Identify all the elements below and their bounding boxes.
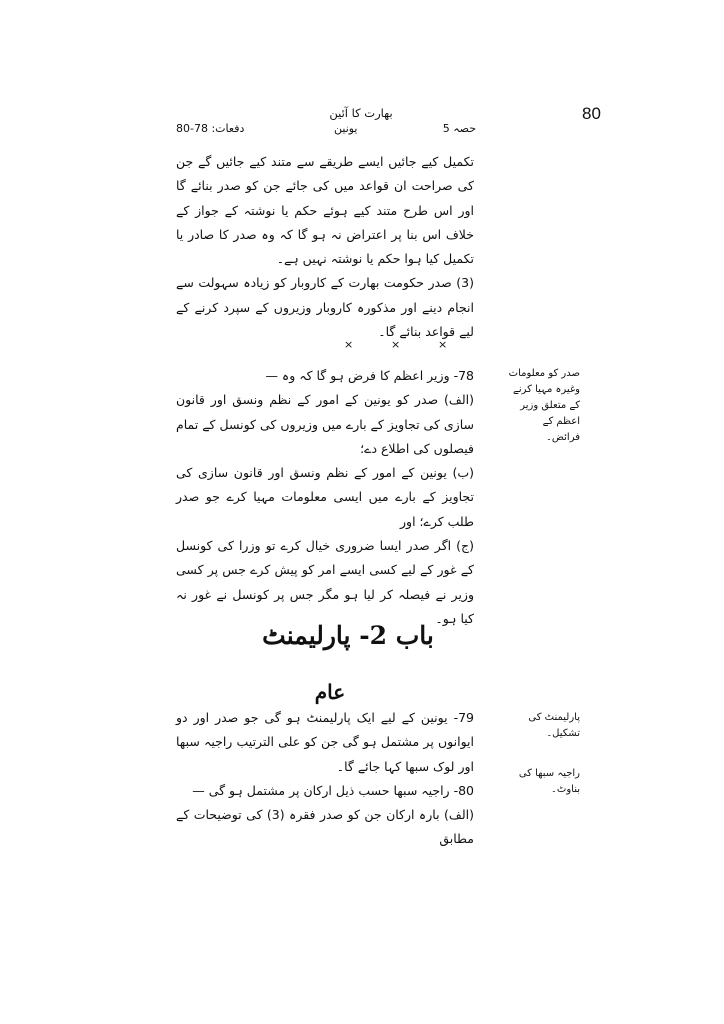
text-block-article-78 [176,364,474,631]
running-title: بھارت کا آئین [329,106,393,120]
separator-mark: × [438,338,448,351]
page-number: 80 [582,104,601,123]
chapter-label: یونین [334,122,358,135]
separator-mark: × [391,338,401,351]
margin-note-article-78: صدر کو معلومات وغیرہ مہیا کرنے کے متعلق وزیر اعظم کے فرائض۔ [508,368,580,443]
paragraph: تکمیل کیے جائیں ایسے طریقے سے متند کیے جائیں گے جن کی صراحت ان قواعد میں کی جائے جن کو صدر بنائے گا اور اس طرح متند کیے ہوئے حکم یا نوشتہ کے جواز کے خلاف اس بنا پر اعتراض نہ ہو گا کہ وہ صدر کا صادر یا تکمیل کیا ہوا حکم یا نوشتہ نہیں ہے۔ [176,154,474,267]
separator-mark: × [344,338,354,351]
paragraph: 79- یونین کے لیے ایک پارلیمنٹ ہو گی جو صدر اور دو ایوانوں پر مشتمل ہو گی جن کو علی الترتیب راجیہ سبھا اور لوک سبھا کہا جائے گا۔ [176,710,474,774]
section-separator [344,338,474,358]
section-heading: عام [314,680,346,704]
text-block-articles-79-80 [176,706,474,852]
part-label: حصہ 5 [442,122,476,135]
paragraph: (ب) یونین کے امور کے نظم ونسق اور قانون سازی کی تجاویز کے بارے میں ایسی معلومات مہیا کرے جو صدر طلب کرے؛ اور [176,465,474,529]
margin-note-article-79: پارلیمنٹ کی تشکیل۔ [528,712,580,739]
paragraph: (ج) اگر صدر ایسا ضروری خیال کرے تو وزرا کی کونسل کے غور کے لیے کسی ایسے امر کو پیش کرے جس پر کسی وزیر نے فیصلہ کر لیا ہو مگر جس پر کونسل نے غور نہ کیا ہو۔ [176,538,474,626]
text-block-authentication [176,150,474,344]
sections-range: دفعات: 78-80 [176,122,245,135]
paragraph: (الف) بارہ ارکان جن کو صدر فقرہ (3) کی توضیحات کے مطابق [176,807,474,847]
paragraph: (3) صدر حکومت بھارت کے کاروبار کو زیادہ سہولت سے انجام دینے اور مذکورہ کاروبار وزیروں کے سپرد کرنے کے لیے قواعد بنائے گا۔ [176,275,474,340]
paragraph: 80- راجیہ سبھا حسب ذیل ارکان پر مشتمل ہو گی — [192,782,474,798]
chapter-heading: باب 2- پارلیمنٹ [262,621,434,650]
margin-note-article-80: راجیہ سبھا کی بناوٹ۔ [518,768,580,795]
page-header [176,122,476,138]
paragraph: (الف) صدر کو یونین کے امور کے نظم ونسق اور قانون سازی کی تجاویز کے بارے میں وزیروں کی کونسل کے تمام فیصلوں کی اطلاع دے؛ [176,392,474,456]
paragraph: 78- وزیر اعظم کا فرض ہو گا کہ وہ — [265,368,474,383]
